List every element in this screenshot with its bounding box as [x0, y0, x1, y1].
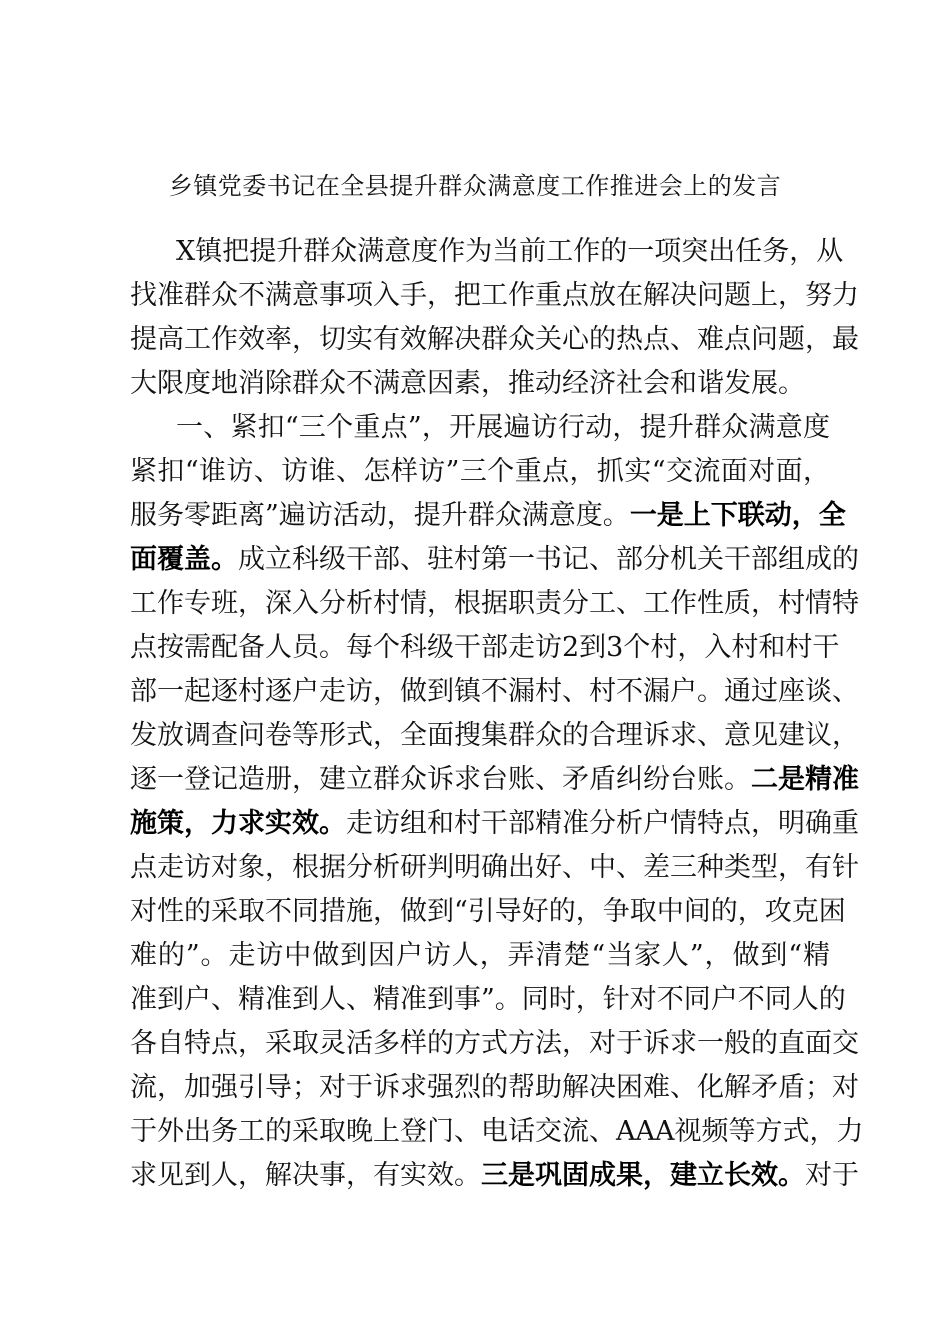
- paragraph-line: [130, 758, 859, 802]
- paragraph-line: [130, 1066, 859, 1110]
- text-run: 服务零距离”遍访活动，提升群众满意度。: [130, 500, 630, 531]
- paragraph-line: [130, 714, 859, 758]
- document-title: 乡镇党委书记在全县提升群众满意度工作推进会上的发言: [168, 172, 782, 200]
- paragraph-line: [130, 274, 859, 318]
- text-run: 流，加强引导；对于诉求强烈的帮助解决困难、化解矛盾；对: [130, 1072, 859, 1103]
- paragraph-line: [130, 538, 859, 582]
- text-run: 各自特点，采取灵活多样的方式方法，对于诉求一般的直面交: [130, 1028, 859, 1059]
- text-run: 走访组和村干部精准分析户情特点，明确重: [346, 808, 859, 839]
- paragraph-line: [130, 1022, 859, 1066]
- text-run: 工作专班，深入分析村情，根据职责分工、工作性质，村情特: [130, 588, 859, 619]
- paragraph-line: [130, 846, 859, 890]
- paragraph-line: [130, 978, 846, 1022]
- paragraph-line: [130, 1154, 859, 1198]
- bold-text-run: 三是巩固成果，建立长效。: [481, 1160, 805, 1191]
- text-run: 发放调查问卷等形式，全面搜集群众的合理诉求、意见建议，: [130, 720, 859, 751]
- text-run: 成立科级干部、驻村第一书记、部分机关干部组成的: [238, 544, 859, 575]
- paragraph-line: [130, 494, 846, 538]
- bold-text-run: 面覆盖。: [130, 544, 238, 575]
- paragraph-line: [130, 670, 859, 714]
- text-run: 难的”。走访中做到因户访人，弄清楚“当家人”，做到“精: [130, 940, 830, 971]
- text-run: 求见到人，解决事，有实效。: [130, 1160, 481, 1191]
- text-run: 一、紧扣“三个重点”，开展遍访行动，提升群众满意度: [176, 412, 830, 443]
- text-run: 找准群众不满意事项入手，把工作重点放在解决问题上，努力: [130, 280, 859, 311]
- bold-text-run: 一是上下联动，全: [629, 500, 846, 531]
- text-run: 逐一登记造册，建立群众诉求台账、矛盾纠纷台账。: [130, 764, 751, 795]
- text-run: 部一起逐村逐户走访，做到镇不漏村、村不漏户。通过座谈、: [130, 676, 859, 707]
- bold-text-run: 施策，力求实效。: [130, 808, 346, 839]
- text-run: 准到户、精准到人、精准到事”。同时，针对不同户不同人的: [130, 984, 846, 1015]
- text-run: 于外出务工的采取晚上登门、电话交流、AAA视频等方式，力: [130, 1116, 864, 1147]
- paragraph-line: [130, 934, 830, 978]
- paragraph-line: [130, 626, 840, 670]
- paragraph-line: [130, 450, 830, 494]
- paragraph-line: [176, 230, 844, 274]
- text-run: 提高工作效率，切实有效解决群众关心的热点、难点问题，最: [130, 324, 859, 355]
- paragraph-line: [130, 890, 846, 934]
- text-run: X镇把提升群众满意度作为当前工作的一项突出任务，从: [176, 236, 844, 267]
- paragraph-line: [130, 1110, 864, 1154]
- text-run: 紧扣“谁访、访谁、怎样访”三个重点，抓实“交流面对面，: [130, 456, 830, 487]
- paragraph-line: [130, 802, 859, 846]
- text-run: 对于: [805, 1160, 859, 1191]
- text-run: 点走访对象，根据分析研判明确出好、中、差三种类型，有针: [130, 852, 859, 883]
- paragraph-line: [130, 362, 830, 406]
- section-heading: [176, 406, 830, 450]
- text-run: 点按需配备人员。每个科级干部走访2到3个村，入村和村干: [130, 632, 840, 663]
- text-run: 对性的采取不同措施，做到“引导好的，争取中间的，攻克困: [130, 896, 846, 927]
- text-run: 大限度地消除群众不满意因素，推动经济社会和谐发展。: [130, 368, 805, 399]
- bold-text-run: 二是精准: [751, 764, 859, 795]
- paragraph-line: [130, 318, 859, 362]
- paragraph-line: [130, 582, 859, 626]
